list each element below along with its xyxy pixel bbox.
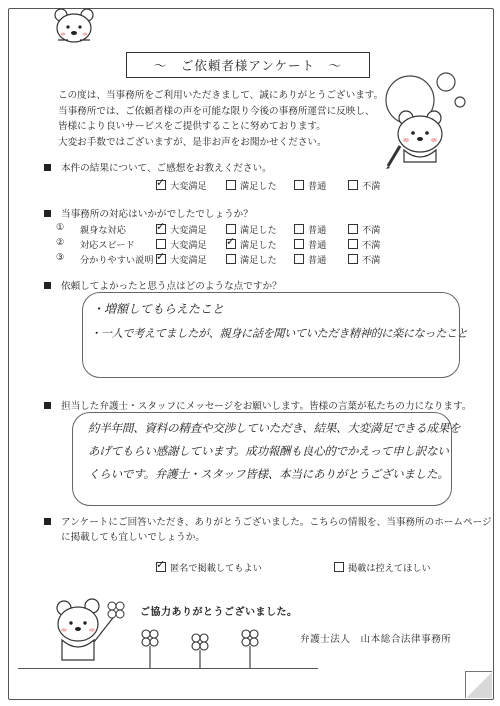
publish-decline-option[interactable] xyxy=(334,560,431,574)
option-label: 満足した xyxy=(240,255,277,266)
option-label: 満足した xyxy=(240,181,277,192)
q1-option-dissatisfied[interactable] xyxy=(348,178,380,192)
option-label: 匿名で掲載してもよい xyxy=(170,563,262,574)
row-label: 分かりやすい説明 xyxy=(80,255,154,266)
checkbox[interactable] xyxy=(226,180,236,190)
option-label: 大変満足 xyxy=(170,240,207,251)
checkbox[interactable] xyxy=(294,180,304,190)
ground-line xyxy=(18,668,318,669)
question-3-text: 依頼してよかったと思う点はどのような点ですか？ xyxy=(61,281,282,292)
survey-title: 〜 ご依頼者様アンケート 〜 xyxy=(126,52,370,78)
row-number: ③ xyxy=(56,252,65,263)
square-bullet-icon xyxy=(44,210,51,217)
checkbox[interactable] xyxy=(348,254,358,264)
row-number: ② xyxy=(56,237,65,248)
checkbox[interactable] xyxy=(226,254,236,264)
q1-option-satisfied[interactable] xyxy=(226,178,277,192)
q2-r2-dissatisfied[interactable] xyxy=(348,237,380,251)
q2-r2-satisfied[interactable] xyxy=(226,237,277,251)
bear-with-flower-icon xyxy=(52,592,132,670)
square-bullet-icon xyxy=(44,282,51,289)
thank-you-message: ご協力ありがとうございました。 xyxy=(140,607,298,618)
option-label: 普通 xyxy=(308,240,327,251)
question-2-text: 当事務所の対応はいかがでしたでしょうか？ xyxy=(61,209,253,220)
option-label: 満足した xyxy=(240,225,277,236)
option-label: 不満 xyxy=(362,181,381,192)
checkbox[interactable] xyxy=(348,239,358,249)
closing-line xyxy=(44,515,492,530)
question-4 xyxy=(44,398,471,412)
question-3 xyxy=(44,278,282,292)
closing-text xyxy=(44,515,492,545)
option-label: 普通 xyxy=(308,255,327,266)
q2-r1-very-satisfied[interactable] xyxy=(156,222,207,236)
question-4-text: 担当した弁護士・スタッフにメッセージをお願いします。皆様の言葉が私たちの力になります。 xyxy=(61,401,472,412)
checkbox[interactable] xyxy=(294,224,304,234)
q4-handwritten-line: くらいです。弁護士・スタッフ皆様、本当にありがとうございました。 xyxy=(88,467,449,481)
option-label: 不満 xyxy=(362,225,381,236)
q2-row-2 xyxy=(44,237,464,253)
intro-line: 皆様により良いサービスをご提供することに努めております。 xyxy=(58,121,326,132)
page-curl xyxy=(465,671,492,698)
q2-r1-dissatisfied[interactable] xyxy=(348,222,380,236)
intro-line: この度は、当事務所をご利用いただきまして、誠にありがとうございます。 xyxy=(58,90,384,101)
clover-flowers-icon xyxy=(130,626,280,670)
q4-handwritten-line: 約半年間、資料の精査や交渉していただき、結果、大変満足できる成果を xyxy=(88,421,461,435)
question-1-text: 本件の結果について、ご感想をお教えください。 xyxy=(61,163,272,174)
option-label: 不満 xyxy=(362,240,381,251)
intro-text xyxy=(58,88,388,150)
checkbox[interactable] xyxy=(294,254,304,264)
intro-line: 当事務所では、ご依頼者様の声を可能な限り今後の事務所運営に反映し、 xyxy=(58,105,375,117)
bear-with-pencil-icon xyxy=(380,108,450,170)
option-label: 大変満足 xyxy=(170,225,207,236)
q3-handwritten-line: ・増額してもらえたこと xyxy=(92,302,225,316)
publish-anonymous-option[interactable] xyxy=(156,560,262,574)
q2-row-3 xyxy=(44,252,464,268)
square-bullet-icon xyxy=(44,518,51,525)
closing-line-text: アンケートにご回答いただき、ありがとうございました。こちらの情報を、当事務所のホームページ xyxy=(61,517,492,528)
option-label: 不満 xyxy=(362,255,381,266)
intro-line: 大変お手数ではございますが、是非お声をお聞かせください。 xyxy=(58,136,327,148)
firm-name: 弁護士法人 山本総合法律事務所 xyxy=(300,634,452,645)
option-label: 満足した xyxy=(240,240,277,251)
q2-r3-dissatisfied[interactable] xyxy=(348,252,380,266)
option-label: 掲載は控えてほしい xyxy=(348,563,431,574)
checkbox[interactable] xyxy=(156,239,166,249)
closing-line: に掲載しても宜しいでしょうか。 xyxy=(61,532,205,543)
option-label: 普通 xyxy=(308,181,327,192)
checkbox[interactable] xyxy=(156,224,166,234)
row-label: 親身な対応 xyxy=(80,225,126,236)
q2-r2-average[interactable] xyxy=(294,237,326,251)
q1-option-very-satisfied[interactable] xyxy=(156,178,207,192)
row-label: 対応スピード xyxy=(80,240,135,251)
option-label: 普通 xyxy=(308,225,327,236)
checkbox[interactable] xyxy=(156,562,166,572)
q4-handwritten-line: あげてもらい感謝しています。成功報酬も良心的でかえって申し訳ない xyxy=(88,444,449,458)
checkbox[interactable] xyxy=(156,254,166,264)
q2-r3-average[interactable] xyxy=(294,252,326,266)
checkbox[interactable] xyxy=(226,224,236,234)
square-bullet-icon xyxy=(44,402,51,409)
q3-handwritten-line: ・一人で考えてましたが、親身に話を聞いていただき精神的に楽になったこと xyxy=(90,327,468,340)
checkbox[interactable] xyxy=(334,562,344,572)
q2-r3-very-satisfied[interactable] xyxy=(156,252,207,266)
question-1 xyxy=(44,160,272,174)
square-bullet-icon xyxy=(44,164,51,171)
q2-r2-very-satisfied[interactable] xyxy=(156,237,207,251)
checkbox[interactable] xyxy=(226,239,236,249)
question-2 xyxy=(44,206,253,220)
row-number: ① xyxy=(56,222,65,233)
q2-r1-satisfied[interactable] xyxy=(226,222,277,236)
bear-peeking-icon xyxy=(52,6,96,46)
option-label: 大変満足 xyxy=(170,181,207,192)
checkbox[interactable] xyxy=(294,239,304,249)
q2-r1-average[interactable] xyxy=(294,222,326,236)
q1-options xyxy=(44,178,464,194)
q1-option-average[interactable] xyxy=(294,178,326,192)
q2-row-1 xyxy=(44,222,464,238)
checkbox[interactable] xyxy=(156,180,166,190)
checkbox[interactable] xyxy=(348,180,358,190)
checkbox[interactable] xyxy=(348,224,358,234)
publish-options xyxy=(44,560,464,576)
option-label: 大変満足 xyxy=(170,255,207,266)
q2-r3-satisfied[interactable] xyxy=(226,252,277,266)
